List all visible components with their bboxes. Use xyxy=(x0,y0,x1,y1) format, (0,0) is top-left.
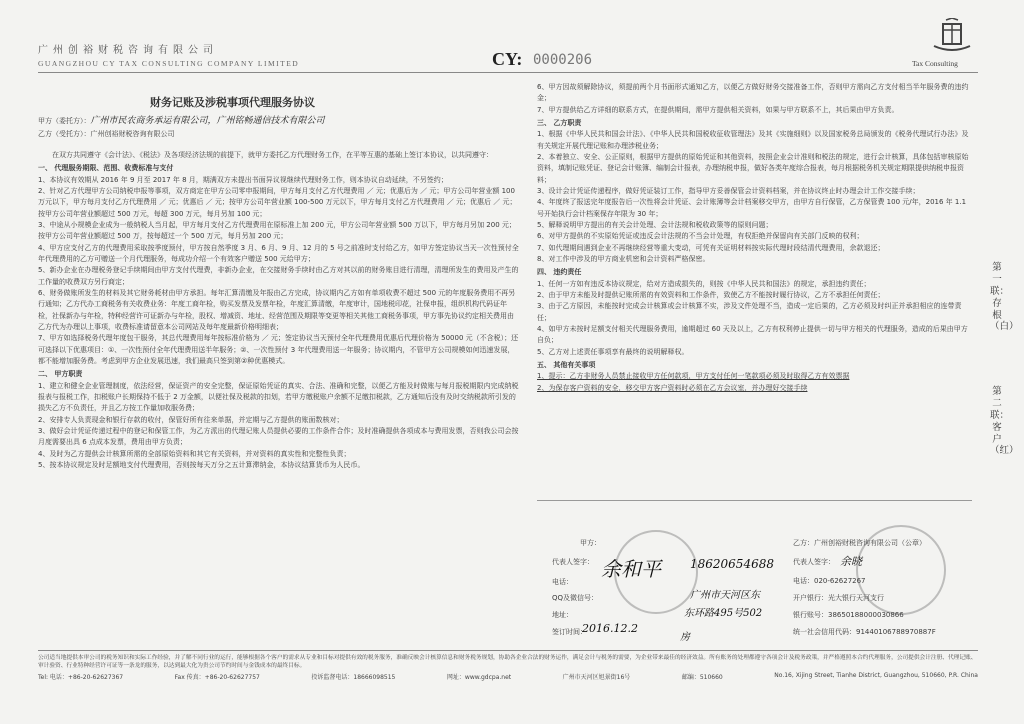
clause: 2、为保存客户资料的安全，移交甲方客户资料时必须在乙方会议室，并办理好交接手续 xyxy=(537,383,808,392)
clause: 3、设计会计凭证传递程序，做好凭证装订工作，指导甲方妥善保管会计资料档案，并在协议终止时办理会计工作交接手续； xyxy=(537,186,920,195)
b-account: 银行账号：38650188000030866 xyxy=(793,611,904,619)
party-a-sign-label: 甲方： xyxy=(580,539,601,547)
address-label: 地址： xyxy=(552,611,573,619)
footer-address-cn: 广州市天河区旭景街16号 xyxy=(562,674,631,681)
clause: 2、本着独立、安全、公正原则，根据甲方提供的原始凭证和其他资料，按照企业会计准则和税法的规定，进行会计核算，具体包括审核原始资料，填制记账凭证、登记会计账簿、编制会计报表，办理纳税申报，做好各类年度综合报表，每月根据税务机关规定期限提供纳税申报资料； xyxy=(537,152,969,184)
clause: 2、由于甲方未能及时提供记账所需的有效资料和工作条件，致使乙方不能按时履行协议，乙方不承担任何责任； xyxy=(537,290,885,299)
right-column xyxy=(537,82,974,394)
clause: 3、由于乙方原因，未能按时完成会计核算或会计核算不实，涉及文件处理不当，造成一定后果的，乙方必须及时纠正并承担相应的连带责任； xyxy=(537,302,962,322)
left-column xyxy=(38,150,520,471)
qq-label: QQ及微信号： xyxy=(552,594,599,602)
cy-prefix: CY: xyxy=(492,49,523,69)
clause: 7、如代理期间遇到企业不再继续经营等重大变动，可凭有关证明材料按实际代理时段结清代理费用，余款退还； xyxy=(537,243,885,252)
clause: 5、解释说明甲方提出的有关会计处理、会计法规和税收政策等的原则问题； xyxy=(537,220,773,229)
b-credit-code: 统一社会信用代码：91440106788970887F xyxy=(793,628,936,636)
handwritten-signature: 余和平 xyxy=(601,557,661,581)
clause: 5、乙方对上述责任事项享有最终的说明解释权。 xyxy=(537,347,689,356)
b-bank: 开户银行：光大银行天河支行 xyxy=(793,594,884,602)
intro-paragraph: 在双方共同遵守《会计法》、《税法》及各项经济法规的前提下，就甲方委托乙方代理财务工作，在平等互惠的基础上签订本协议，以共同遵守： xyxy=(52,151,493,159)
clause: 4、年度终了报送完年度报告后一次性将会计凭证、会计账簿等会计档案移交甲方，由甲方自行保管，乙方保管费 100 元/年，2016 年 1.1 号开始执行会计档案保存年限为 30 年； xyxy=(537,198,967,218)
header-divider xyxy=(38,72,978,73)
clause: 7、甲方提供给乙方详细的联系方式，在提供期间，需甲方提供相关资料，如果与甲方联系不上，其后果由甲方负责。 xyxy=(537,105,899,114)
copy-label-first: 第一联：存根（白） xyxy=(990,262,1019,333)
footer-address-en: No.16, Xijing Street, Tianhe District, Guangzhou, 510660, P.R. China xyxy=(774,672,978,679)
cy-logo-icon xyxy=(932,18,972,52)
section-heading: 四、 违约责任 xyxy=(537,268,582,277)
section-heading: 三、 乙方职责 xyxy=(537,118,582,127)
section-divider xyxy=(537,500,972,501)
clause: 2、安排专人负责现金和银行存款的收付，保管好所有往来单据，并定期与乙方提供的账面数核对； xyxy=(38,415,344,424)
rep-sign-label: 代表人签字： xyxy=(552,558,594,566)
logo-caption: Tax Consulting xyxy=(912,59,958,68)
header-company-en: GUANGZHOU CY TAX CONSULTING COMPANY LIMITED xyxy=(38,59,300,68)
clause: 5、按本协议规定及时足额地支付代理费用，否则按每天万分之五计算滞纳金，本协议结算货币为人民币。 xyxy=(38,460,365,469)
handwritten-date: 2016.12.2 xyxy=(582,622,638,635)
serial-number: 0000206 xyxy=(533,52,593,68)
date-label: 签订时间： xyxy=(552,628,587,636)
handwritten-address: 房 xyxy=(680,632,690,643)
phone-label: 电话： xyxy=(552,578,573,586)
section-heading: 二、 甲方职责 xyxy=(38,370,83,379)
party-b-sign-label: 乙方：广州创裕财税咨询有限公司（公章） xyxy=(793,539,926,547)
clause: 1、提示：乙方非财务人员禁止接收甲方任何款项，甲方支付任何一笔款项必须及时取得乙方有效票据 xyxy=(537,372,850,381)
footer-disclaimer: 公司适当地提供本审公司的税务知识和实际工作经验，并了解不同行业的运行，能够根据各个客户的需求从专业和目标对提供有效的税务服务，准确反映会计核算信息和财务税务规划，协助各企业合法的财务运作，满足会计与税务的需要，为企业带来最佳的经济效益。所有账务的处理都遵守各项会计及税务政策，并严格遵照本合约代理服务，公司提供会计注册、代理记账、审计验资、行业特种经营许可证等一条龙的服务，以达到最大化为贵公司节约时间与金钱成本的最终目标。 xyxy=(38,650,978,671)
b-phone: 电话：020-62627267 xyxy=(793,577,866,585)
handwritten-phone: 18620654688 xyxy=(690,557,774,571)
footer-postcode: 邮编：510660 xyxy=(681,674,723,681)
handwritten-address: 东环路495号502 xyxy=(684,608,763,619)
party-a-handwritten: 广州市民农商务承运有限公司，广州铭畅通信技术有限公司 xyxy=(90,116,325,126)
clause: 3、中途从小规模企业成为一般纳税人当月起，甲方每月支付乙方代理费用在原标准上加 200 元，甲方公司年营业额 500 万以下，甲方每月另加 200 元；按甲方公司年营业额超过 500 万，按每超过一个 500 万元，每月另加 200 元； xyxy=(38,220,516,241)
clause: 6、甲方因故须解除协议，须提前两个月书面形式通知乙方，以便乙方做好财务交接准备工作，否则甲方需向乙方支付相当半年服务费的违约金； xyxy=(537,83,969,103)
clause: 1、本协议有效期从 2016 年 9 月至 2017 年 8 月，期满双方未提出书面异议视继续代理财务工作，则本协议自动延续，不另签约； xyxy=(38,175,448,184)
clause: 4、甲方应支付乙方的代理费用采取按季度预付，甲方按自然季度 3 月、6 月、9 月、12 月的 5 号之前准时支付给乙方，如甲方签定协议当天一次性预付全年代理费用的乙方可赠送一个月代理服务，每成功介绍一个有效客户赠送 500 元给甲方； xyxy=(38,243,519,263)
parties-block xyxy=(38,114,518,140)
clause: 7、甲方如选择税务代理年度包干服务，其总代理费用每年按标准价格为 ／ 元；签定协议当天预付全年代理费用优惠后代理价格为 50000 元（不含税）；还可选择以下优惠项目：①、一次性预付全年代理费用送半年服务；②、一次性预付 3 年代理费用送一年服务；协议期内，不管甲方公司规模如何迅速发展，都不能增加服务费。考虑到甲方企业发展迅速，我们最高只签到第②种优惠模式。 xyxy=(38,334,519,365)
document-title: 财务记账及涉税事项代理服务协议 xyxy=(150,96,315,109)
clause: 6、对甲方提供的不实原始凭证或违反会计法规的不当会计处理，有权拒绝并保留向有关部门反映的权利； xyxy=(537,232,864,241)
section-heading: 五、 其他有关事项 xyxy=(537,360,596,369)
footer-contact-row xyxy=(38,672,978,681)
party-b-label: 乙方（受托方）： xyxy=(38,129,91,138)
clause: 1、建立和健全企业管理制度，依法经营，保证资产的安全完整，保证原始凭证的真实、合法、准确和完整，以便乙方能及时做账与每月报税期限内完成纳税报表与报税工作，扣税账户长期保持不低于 2 万金额，以便社保及税款的扣划，若甲方缴税账户余额不足缴扣税款，乙方通知后没有及时交纳税款所引发的损失乙方不负责任，并且乙方按工作量加收服务费； xyxy=(38,381,519,413)
clause: 2、针对乙方代理甲方公司纳税申报等事项，双方商定在甲方公司零申报期间，甲方每月支付乙方代理费用 ／ 元；优惠后为 ／ 元；甲方公司年营业额 100 万元以下，甲方每月支付乙方代理费用 ／ 元；优惠后 ／ 元；按甲方公司年营业额 100-500 万元以下，甲方每月支付乙方代理费用 ／ 元；优惠后 ／ 元；按甲方公司年营业额超过 500 万元，每超 300 万元，每月另加 100 元； xyxy=(38,186,517,218)
clause: 3、做好会计凭证传递过程中的登记和保管工作，为乙方派出的代理记账人员提供必要的工作条件合作；及时准确提供各项成本与费用发票，否则我公司会按月度需要出具 6 点成本发票，费用由甲方负责； xyxy=(38,426,519,447)
clause: 4、及时为乙方提供会计核算所需的全部原始资料和其它有关资料，并对资料的真实性和完整性负责； xyxy=(38,449,351,458)
clause: 6、财务做账所发生的材料及其它财务耗材由甲方承担。每年汇算清缴及年报由乙方完成，协议期内乙方如有单项收费不超过 500 元的年度服务费用不再另行通知；乙方代办工商税务有关收费业务：年度工商年检，购买发票及发票年检，年度汇算清缴，年度审计，国地税印花，社保申报，组织机构代码证年检，社保新办与年检，特种经营许可证新办与年检，股权、增减资、地址、经营范围及期限等变更等相关其他工商税务事项，甲方事先协议约定相关费用由乙方代为办理以上事项，收费标准请留意本公司网站及每年度最新价格明细表； xyxy=(38,288,516,331)
footer-complaint: 投诉监督电话：18666098515 xyxy=(311,674,396,681)
footer-fax: Fax 传真：+86-20-62627757 xyxy=(174,674,260,681)
clause: 1、根据《中华人民共和国会计法》、《中华人民共和国税收征收管理法》及其《实施细则》以及国家税务总局颁发的《税务代理试行办法》及有关规定开展代理记账和办理涉税业务； xyxy=(537,130,969,150)
party-b-value: 广州创裕财税咨询有限公司 xyxy=(90,129,175,138)
handwritten-address: 广州市天河区东 xyxy=(690,590,760,601)
b-handwritten-signature: 余晓 xyxy=(840,555,862,568)
header-company-cn: 广州创裕财税咨询有限公司 xyxy=(38,45,218,56)
b-rep-sign-label: 代表人签字： xyxy=(793,558,835,566)
footer-tel: Tel: 电话：+86-20-62627367 xyxy=(38,674,124,681)
footer-website: 网址：www.gdcpa.net xyxy=(446,674,512,681)
clause: 1、任何一方如有违反本协议规定，给对方造成损失的，则按《中华人民共和国法》的规定，承担违约责任； xyxy=(537,279,871,288)
clause: 4、如甲方未按时足额支付相关代理服务费用，逾期超过 60 天及以上，乙方有权利停止提供一切与甲方相关的代理服务，造成的后果由甲方自负； xyxy=(537,324,968,345)
section-heading: 一、 代理服务期限、范围、收费标准与支付 xyxy=(38,164,174,173)
copy-label-second: 第二联：客户（红） xyxy=(990,386,1019,457)
clause: 8、对工作中涉及的甲方商业机密和会计资料严格保密。 xyxy=(537,254,710,263)
party-a-label: 甲方（委托方）： xyxy=(38,117,91,125)
clause: 5、新办企业在办理税务登记手续期间由甲方支付代理费，非新办企业，在交接财务手续时由乙方对其以前的财务账目进行清理，清理所发生的费用及产生的工作量的收费双方另行商定； xyxy=(38,266,519,286)
company-seal-b xyxy=(856,525,946,615)
